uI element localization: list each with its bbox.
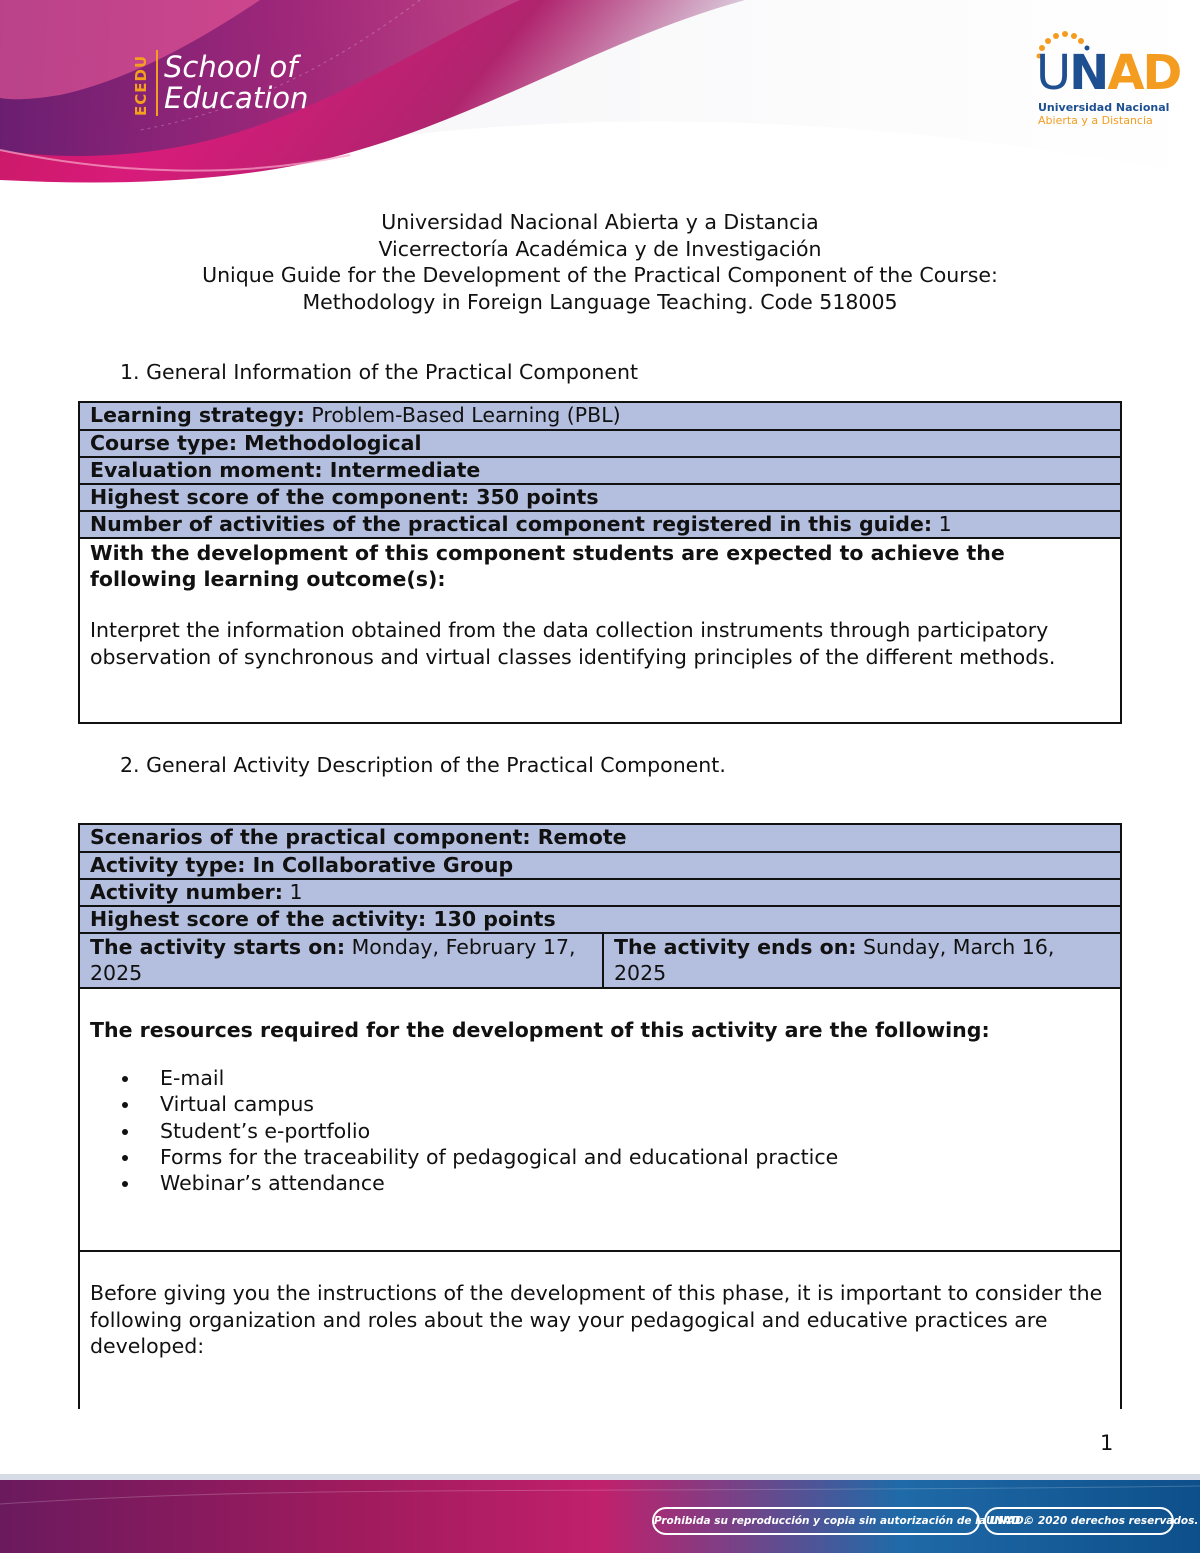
title-line-1: Universidad Nacional Abierta y a Distancia — [381, 210, 819, 234]
school-of-education-logo-line1: School of — [164, 50, 298, 84]
unad-logo-line2: Abierta y a Distancia — [1038, 114, 1153, 127]
list-item: Student’s e-portfolio — [160, 1118, 1110, 1144]
resources-cell — [80, 1016, 1120, 1252]
bullet-icon — [122, 1129, 128, 1135]
list-item: E-mail — [160, 1065, 1110, 1091]
section-1-heading: 1. General Information of the Practical Component — [120, 360, 639, 384]
list-item: Webinar’s attendance — [160, 1170, 1110, 1196]
bullet-icon — [122, 1076, 128, 1082]
bullet-icon — [122, 1155, 128, 1161]
resources-heading: The resources required for the development of this activity are the following: — [90, 1018, 990, 1042]
page-number: 1 — [1100, 1431, 1114, 1455]
list-item: Forms for the traceability of pedagogical and educational practice — [160, 1144, 1110, 1170]
bullet-icon — [122, 1102, 128, 1108]
table-row: Learning strategy: Problem-Based Learning (PBL) — [80, 403, 1120, 431]
table-row: Activity number: 1 — [80, 880, 1120, 907]
title-line-2: Vicerrectoría Académica y de Investigación — [378, 236, 822, 261]
table-row: Scenarios of the practical component: Remote — [80, 825, 1120, 853]
table-row: Course type: Methodological — [80, 431, 1120, 458]
section-2-heading: 2. General Activity Description of the Practical Component. — [120, 753, 726, 777]
learning-outcome-cell — [80, 539, 1120, 722]
school-of-education-logo-line2: Education — [164, 81, 309, 115]
document-title — [80, 209, 1120, 315]
table-row: Highest score of the component: 350 points — [80, 485, 1120, 512]
footer-copy-notice: Prohibida su reproducción y copia sin autorización de la UNAD. — [652, 1507, 980, 1535]
learning-outcome-text: Interpret the information obtained from the data collection instruments through participatory observation of synchronous and virtual classes identifying principles of the different methods. — [90, 618, 1056, 669]
general-info-table — [78, 401, 1122, 724]
bullet-icon — [122, 1181, 128, 1187]
unad-logo-wordmark: UNAD — [1036, 45, 1181, 101]
ecedu-logo-divider — [156, 50, 158, 116]
learning-outcome-heading: With the development of this component students are expected to achieve the following learning outcome(s): — [90, 541, 1005, 591]
activity-dates-row — [80, 934, 1120, 989]
table-row: Number of activities of the practical component registered in this guide: 1 — [80, 512, 1120, 539]
activity-end-cell: The activity ends on: Sunday, March 16, 2025 — [602, 934, 1120, 987]
ecedu-logo-label: ECEDU — [132, 54, 150, 116]
instructions-intro-text: Before giving you the instructions of the development of this phase, it is important to consider the following organization and roles about the way your pedagogical and educative practices are developed: — [90, 1281, 1103, 1358]
list-item: Virtual campus — [160, 1091, 1110, 1117]
activity-start-cell: The activity starts on: Monday, February 17, 2025 — [90, 935, 576, 985]
footer-copyright: UNAD © 2020 derechos reservados. — [984, 1507, 1174, 1535]
resources-list — [90, 1065, 1110, 1196]
unad-logo-line1: Universidad Nacional — [1038, 101, 1170, 114]
activity-description-table — [78, 823, 1122, 1409]
table-row: Activity type: In Collaborative Group — [80, 853, 1120, 880]
instructions-intro-cell — [80, 1280, 1120, 1462]
title-line-3: Unique Guide for the Development of the Practical Component of the Course: — [202, 263, 998, 287]
title-line-4: Methodology in Foreign Language Teaching. Code 518005 — [302, 289, 898, 314]
table-row: Highest score of the activity: 130 points — [80, 907, 1120, 934]
table-row: Evaluation moment: Intermediate — [80, 458, 1120, 485]
